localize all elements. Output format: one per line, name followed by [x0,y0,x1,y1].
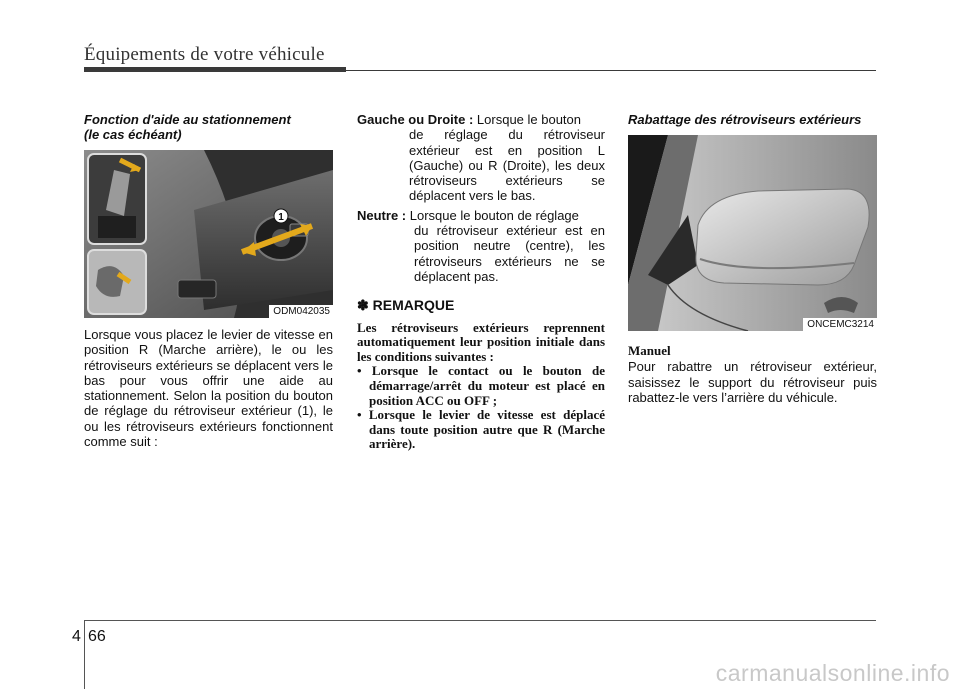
note-list-item: • Lorsque le levier de vitesse est déplacé dans toute position autre que R (Marche arrière). [357,407,605,452]
column-modes-note [357,112,605,452]
note-list [357,364,605,452]
page-number: 66 [88,628,106,645]
note-title: REMARQUE [372,297,455,314]
header-title: Équipements de votre véhicule [84,44,325,65]
definition-term: Gauche ou Droite : [357,112,474,127]
footer-rule [84,620,876,621]
note-intro: Les rétroviseurs extérieurs reprennent automatiquement leur position initiale dans les conditions suivantes : [357,319,605,364]
heading-line: Fonction d'aide au stationnement [84,112,291,127]
column-parking-aid [84,112,333,449]
definition-term: Neutre : [357,207,407,223]
definition-first-line: Lorsque le bouton [476,112,582,127]
section-heading-parking-aid [84,112,333,142]
side-mirror-illustration [628,135,877,331]
definition-left-right [357,112,605,204]
heading-line: (le cas échéant) [84,127,182,142]
watermark: carmanualsonline.info [715,660,950,686]
door-control-illustration [84,150,333,318]
definition-neutral [357,208,605,284]
image-code: ODM042035 [269,305,333,318]
header-rule-thick [84,67,346,72]
definition-first-line: Lorsque le bouton de réglage [409,207,579,223]
image-code: ONCEMC3214 [803,318,877,331]
door-mirror-control-photo [84,150,333,318]
folding-mirror-photo [628,135,877,331]
header-rule-thin [346,70,876,71]
note-heading [357,298,605,313]
note-asterisk-icon: ✽ [357,297,369,314]
section-heading-folding: Rabattage des rétroviseurs extérieurs [628,112,862,127]
definition-body: du rétroviseur extérieur est en position neutre (centre), les rétroviseurs extérieurs ne se déplacent pas. [414,223,605,284]
sub-heading-manual: Manuel [628,343,671,358]
chapter-number: 4 [72,628,81,645]
note-body [357,321,605,452]
folding-paragraph: Pour rabattre un rétroviseur extérieur, saisissez le support du rétroviseur puis rabattez-le vers l’arrière du véhicule. [628,359,877,405]
callout-number: 1 [278,212,284,223]
footer-vertical-rule [84,620,85,689]
note-list-item: • Lorsque le contact ou le bouton de démarrage/arrêt du moteur est placé en position ACC ou OFF ; [357,363,605,408]
parking-aid-paragraph: Lorsque vous placez le levier de vitesse en position R (Marche arrière), le ou les rétroviseurs extérieurs se déplacent vers le bas pour vous offrir une aide au stationnement. Selon la position du bouton de réglage du rétroviseur extérieur (1), le ou les rétroviseurs extérieurs fonctionnent comme suit : [84,327,333,450]
column-mirror-folding [628,112,877,405]
definition-body: de réglage du rétroviseur extérieur est en position L (Gauche) ou R (Droite), les deux rétroviseurs extérieurs se déplacent vers le bas. [409,127,605,204]
